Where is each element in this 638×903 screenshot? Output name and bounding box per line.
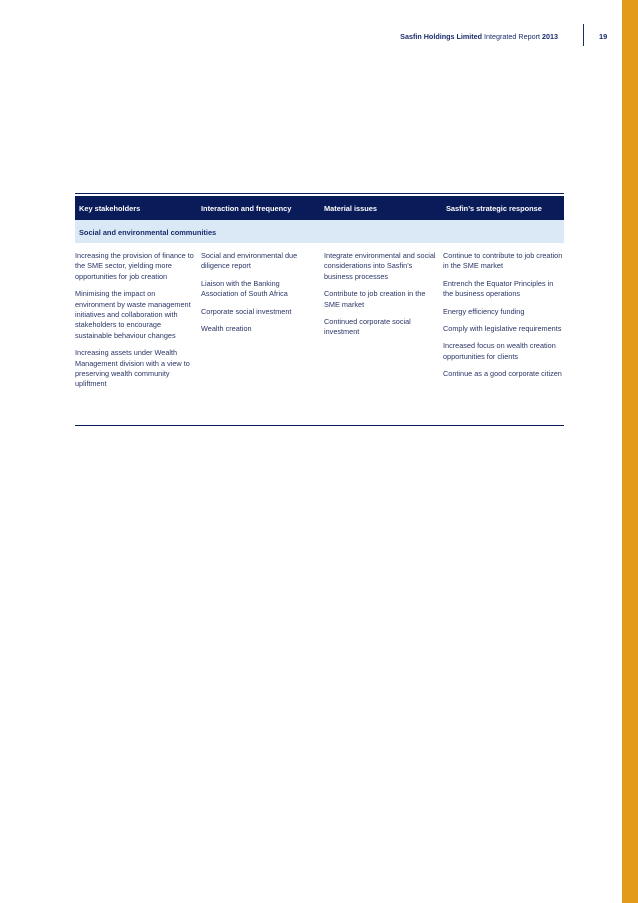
cell-paragraph: Continued corporate social investment bbox=[324, 317, 411, 337]
cell-paragraph: Comply with legislative requirements bbox=[443, 324, 562, 334]
column-header: Interaction and frequency bbox=[201, 204, 292, 213]
cell-paragraph: Increased focus on wealth creation opportunities for clients bbox=[443, 341, 556, 361]
cell-paragraph: Liaison with the Banking Association of South Africa bbox=[201, 278, 288, 299]
cell-paragraph: Continue to contribute to job creation in the SME market bbox=[443, 251, 563, 271]
stakeholder-table bbox=[75, 193, 564, 426]
section-label: Social and environmental communities bbox=[79, 228, 217, 237]
cell-paragraph: Corporate social investment bbox=[201, 306, 292, 316]
column-header: Key stakeholders bbox=[79, 204, 141, 213]
table-bottom-rule bbox=[75, 425, 564, 426]
cell-paragraph: Continue as a good corporate citizen bbox=[443, 369, 562, 379]
header-divider bbox=[583, 24, 584, 46]
cell-paragraph: Minimising the impact on environment by waste management initiatives and collaboration with stakeholders to encourage sustainable behaviour changes bbox=[75, 289, 191, 340]
table-cell bbox=[443, 251, 563, 387]
table-cell bbox=[75, 251, 195, 397]
cell-paragraph: Increasing the provision of finance to the SME sector, yielding more opportunities for job creation bbox=[75, 251, 194, 281]
cell-paragraph: Entrench the Equator Principles in the business operations bbox=[443, 278, 554, 299]
table-top-rule bbox=[75, 193, 564, 194]
page-header bbox=[0, 30, 620, 46]
report-year: 2013 bbox=[542, 32, 558, 41]
cell-paragraph: Integrate environmental and social considerations into Sasfin’s business processes bbox=[324, 251, 436, 281]
table-section-row bbox=[75, 220, 564, 243]
table-header-row bbox=[75, 196, 564, 220]
column-header: Sasfin’s strategic response bbox=[446, 204, 542, 213]
table-cell bbox=[324, 251, 440, 345]
cell-paragraph: Contribute to job creation in the SME market bbox=[324, 289, 426, 309]
company-name: Sasfin Holdings Limited bbox=[400, 32, 483, 41]
cell-paragraph: Energy efficiency funding bbox=[443, 306, 525, 316]
report-name: Integrated Report bbox=[484, 32, 540, 41]
page-number: 19 bbox=[599, 32, 608, 41]
cell-paragraph: Wealth creation bbox=[201, 324, 252, 334]
report-title bbox=[400, 32, 558, 41]
table-cell bbox=[201, 251, 317, 341]
side-accent-stripe bbox=[622, 0, 638, 903]
cell-paragraph: Increasing assets under Wealth Management division with a view to preserving wealth community upliftment bbox=[75, 348, 190, 389]
cell-paragraph: Social and environmental due diligence report bbox=[201, 251, 298, 271]
table-row bbox=[75, 243, 564, 425]
column-header: Material issues bbox=[324, 204, 377, 213]
